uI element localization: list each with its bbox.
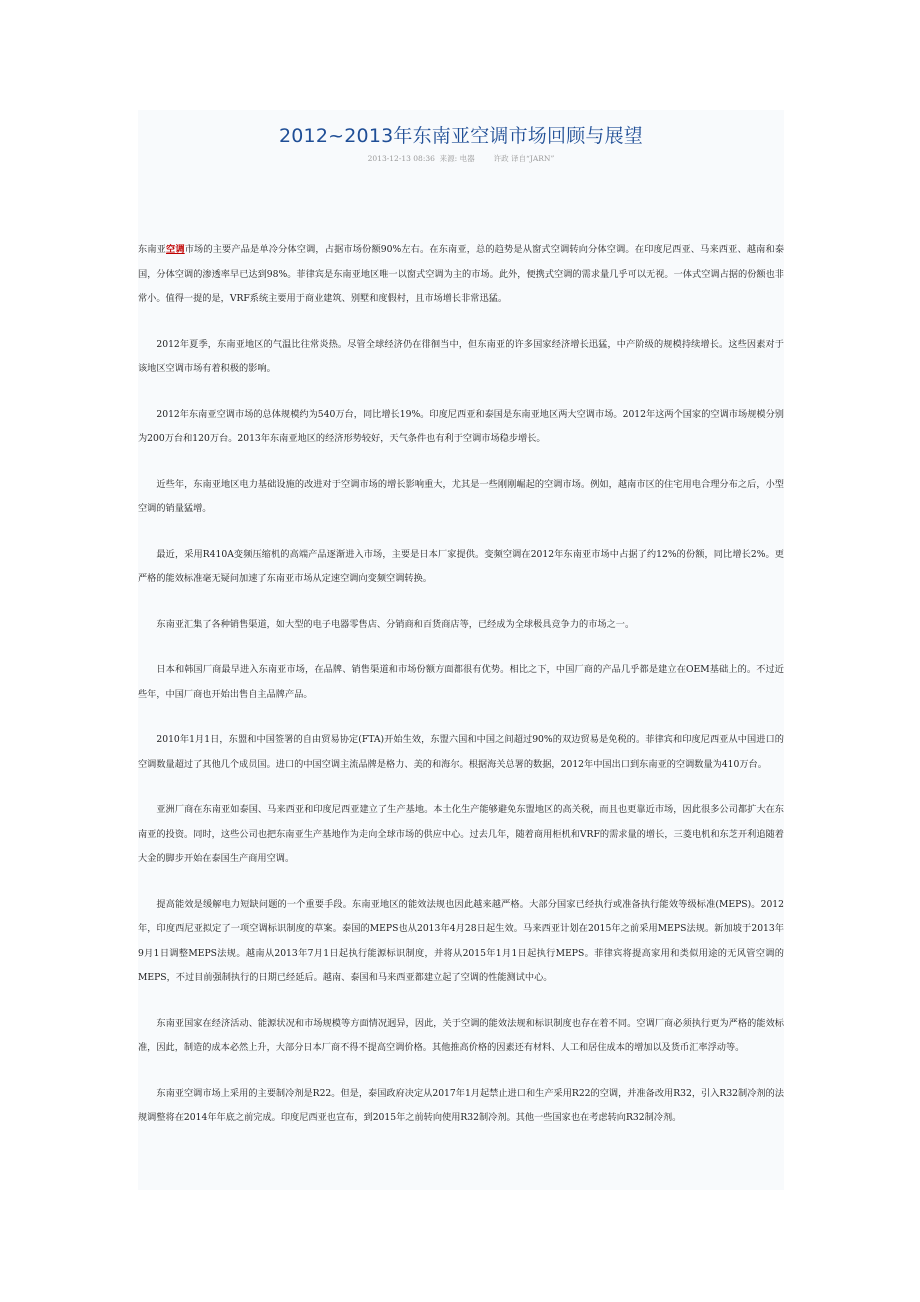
article-container bbox=[138, 110, 784, 1190]
article-title: 2012~2013年东南亚空调市场回顾与展望 bbox=[278, 125, 644, 147]
paragraph-intro bbox=[138, 238, 784, 312]
keyword-link[interactable]: 空调 bbox=[166, 244, 185, 255]
intro-prefix: 东南亚 bbox=[138, 244, 167, 255]
paragraph: 东南亚汇集了各种销售渠道，如大型的电子电器零售店、分销商和百货商店等，已经成为全球极具竞争力的市场之一。 bbox=[156, 618, 635, 630]
paragraph: 东南亚空调市场上采用的主要制冷剂是R22。但是，泰国政府决定从2017年1月起禁止进口和生产采用R22的空调，并准备改用R32，引入R32制冷剂的法规调整将在2014年年底之前完成。印度尼西亚也宣布，到2015年之前转向使用R32制冷剂。其他一些国家也在考虑转向R32制冷剂。 bbox=[138, 1087, 784, 1123]
paragraph: 亚洲厂商在东南亚如泰国、马来西亚和印度尼西亚建立了生产基地。本土化生产能够避免东盟地区的高关税，而且也更靠近市场，因此很多公司都扩大在东南亚的投资。同时，这些公司也把东南亚生产基地作为走向全球市场的供应中心。过去几年，随着商用柜机和VRF的需求量的增长，三菱电机和东芝开利追随着大金的脚步开始在泰国生产商用空调。 bbox=[138, 804, 784, 864]
paragraph: 近些年，东南亚地区电力基础设施的改进对于空调市场的增长影响重大，尤其是一些刚刚崛起的空调市场。例如，越南市区的住宅用电合理分布之后，小型空调的销量猛增。 bbox=[138, 478, 784, 514]
paragraph: 东南亚国家在经济活动、能源状况和市场规模等方面情况迥异，因此，关于空调的能效法规和标识制度也存在着不同。空调厂商必须执行更为严格的能效标准，因此，制造的成本必然上升，大部分日本厂商不得不提高空调价格。其他推高价格的因素还有材料、人工和居住成本的增加以及货币汇率浮动等。 bbox=[138, 1017, 784, 1053]
intro-text: 市场的主要产品是单冷分体空调，占据市场份额90%左右。在东南亚，总的趋势是从窗式空调转向分体空调。在印度尼西亚、马来西亚、越南和泰国，分体空调的渗透率早已达到98%。菲律宾是东南亚地区唯一以窗式空调为主的市场。此外，便携式空调的需求量几乎可以无视。一体式空调占据的份额也非常小。值得一提的是，VRF系统主要用于商业建筑、别墅和度假村，且市场增长非常迅猛。 bbox=[138, 244, 785, 304]
paragraph: 2012年夏季，东南亚地区的气温比往常炎热。尽管全球经济仍在徘徊当中，但东南亚的许多国家经济增长迅猛，中产阶级的规模持续增长。这些因素对于该地区空调市场有着积极的影响。 bbox=[138, 338, 784, 374]
paragraph: 2012年东南亚空调市场的总体规模约为540万台，同比增长19%。印度尼西亚和泰国是东南亚地区两大空调市场。2012年这两个国家的空调市场规模分别为200万台和120万台。2013年东南亚地区的经济形势较好，天气条件也有利于空调市场稳步增长。 bbox=[138, 408, 784, 444]
paragraph: 2010年1月1日，东盟和中国签署的自由贸易协定(FTA)开始生效，东盟六国和中国之间超过90%的双边贸易是免税的。菲律宾和印度尼西亚从中国进口的空调数量超过了其他几个成员国。进口的中国空调主流品牌是格力、美的和海尔。根据海关总署的数据，2012年中国出口到东南亚的空调数量为410万台。 bbox=[138, 734, 784, 770]
paragraph: 日本和韩国厂商最早进入东南亚市场，在品牌、销售渠道和市场份额方面都很有优势。相比之下，中国厂商的产品几乎都是建立在OEM基础上的。不过近些年，中国厂商也开始出售自主品牌产品。 bbox=[138, 664, 784, 700]
paragraph: 提高能效是缓解电力短缺问题的一个重要手段。东南亚地区的能效法规也因此越来越严格。大部分国家已经执行或准备执行能效等级标准(MEPS)。2012年，印度西尼亚拟定了一项空调标识制度的草案。泰国的MEPS也从2013年4月28日起生效。马来西亚计划在2015年之前采用MEPS法规。新加坡于2013年9月1日调整MEPS法规。越南从2013年7月1日起执行能源标识制度，并将从2015年1月1日起执行MEPS。菲律宾将提高家用和类似用途的无风管空调的MEPS，不过目前强制执行的日期已经延后。越南、泰国和马来西亚都建立起了空调的性能测试中心。 bbox=[138, 898, 784, 983]
paragraph: 最近，采用R410A变频压缩机的高端产品逐渐进入市场，主要是日本厂家提供。变频空调在2012年东南亚市场中占据了约12%的份额，同比增长2%。更严格的能效标准毫无疑问加速了东南亚市场从定速空调向变频空调转换。 bbox=[138, 548, 784, 584]
article-body bbox=[138, 238, 784, 1131]
article-meta: 2013-12-13 08:36 来源: 电器 许政 译自“JARN” bbox=[367, 154, 555, 163]
